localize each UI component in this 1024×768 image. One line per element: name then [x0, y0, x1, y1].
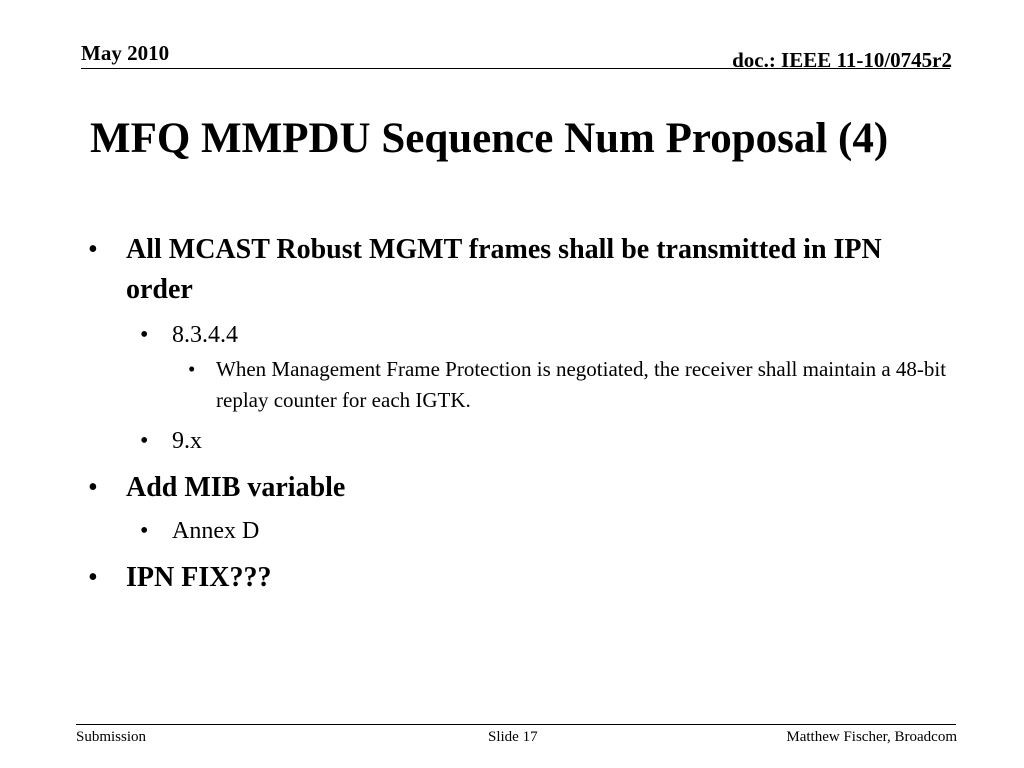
bullet-marker: • — [188, 357, 196, 381]
bullet-text: IPN FIX??? — [126, 562, 272, 593]
bullet-marker: • — [140, 428, 149, 454]
bullet-item-level1 — [88, 558, 948, 598]
bullet-item-level1 — [88, 468, 948, 508]
bullet-marker: • — [140, 518, 149, 544]
bullet-text: 9.x — [172, 428, 202, 454]
bullet-item-level1 — [88, 230, 948, 310]
bullet-item-level2 — [88, 318, 948, 352]
bullet-text: Annex D — [172, 518, 260, 544]
header-date: May 2010 — [81, 41, 170, 65]
footer-submission: Submission — [76, 729, 147, 745]
bullet-marker: • — [140, 322, 149, 348]
bullet-text: 8.3.4.4 — [172, 322, 238, 348]
bullet-text: Add MIB variable — [126, 472, 346, 503]
bullet-text: When Management Frame Protection is negotiated, the receiver shall maintain a 48-bit replay counter for each IGTK. — [216, 357, 947, 412]
slide-body — [88, 230, 948, 606]
slide-title: MFQ MMPDU Sequence Num Proposal (4) — [90, 115, 889, 162]
bullet-item-level2 — [88, 424, 948, 458]
header-divider — [81, 68, 950, 69]
bullet-item-level3 — [88, 354, 948, 416]
footer-slide-number: Slide 17 — [488, 729, 538, 745]
bullet-marker: • — [88, 234, 98, 265]
header-doc-id: doc.: IEEE 11-10/0745r2 — [732, 48, 952, 72]
bullet-marker: • — [88, 562, 98, 593]
footer-author: Matthew Fischer, Broadcom — [786, 729, 957, 745]
bullet-text: All MCAST Robust MGMT frames shall be transmitted in IPN order — [126, 234, 882, 305]
bullet-marker: • — [88, 472, 98, 503]
footer-divider — [76, 724, 956, 725]
bullet-item-level2 — [88, 514, 948, 548]
